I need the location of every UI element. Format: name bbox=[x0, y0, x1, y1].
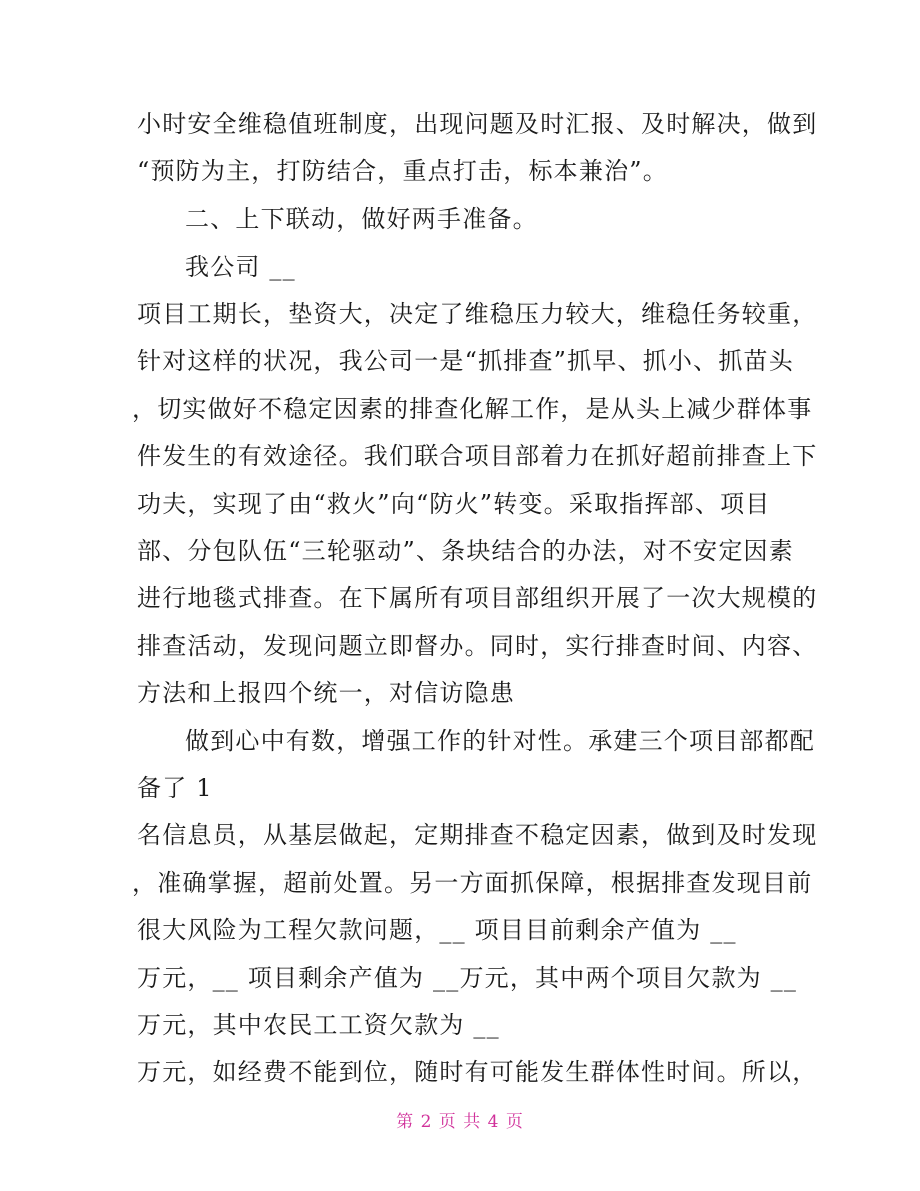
text-line-7: ，切实做好不稳定因素的排查化解工作，是从头上减少群体事 bbox=[132, 395, 813, 423]
text-line-8: 件发生的有效途径。我们联合项目部着力在抓好超前排查上下 bbox=[137, 442, 818, 470]
section-heading: 二、上下联动，做好两手准备。 bbox=[185, 205, 538, 233]
text-line-13: 方法和上报四个统一，对信访隐患 bbox=[137, 679, 515, 707]
text-line-20: 万元，其中农民工工资欠款为 __ bbox=[137, 1011, 500, 1039]
text-line-16: 名信息员，从基层做起，定期排查不稳定因素，做到及时发现 bbox=[137, 821, 818, 849]
page-number-footer: 第 2 页 共 4 页 bbox=[396, 1112, 524, 1132]
text-line-11: 进行地毯式排查。在下属所有项目部组织开展了一次大规模的 bbox=[137, 584, 818, 612]
text-line-12: 排查活动，发现问题立即督办。同时，实行排查时间、内容、 bbox=[137, 632, 818, 660]
text-line-21: 万元，如经费不能到位，随时有可能发生群体性时间。所以， bbox=[137, 1058, 818, 1086]
text-line-14: 做到心中有数，增强工作的针对性。承建三个项目部都配 bbox=[185, 727, 815, 755]
text-line-18: 很大风险为工程欠款问题，__ 项目目前剩余产值为 __ bbox=[137, 916, 737, 944]
text-line-4: 我公司 __ bbox=[185, 253, 296, 281]
text-line-9: 功夫，实现了由“救火”向“防火”转变。采取指挥部、项目 bbox=[137, 490, 771, 518]
text-line-1: 小时安全维稳值班制度，出现问题及时汇报、及时解决，做到 bbox=[137, 110, 818, 138]
text-line-2: “预防为主，打防结合，重点打击，标本兼治”。 bbox=[137, 157, 668, 185]
text-line-15: 备了 1 bbox=[137, 774, 213, 802]
text-line-17: ，准确掌握，超前处置。另一方面抓保障，根据排查发现目前 bbox=[132, 869, 813, 897]
text-line-10: 部、分包队伍“三轮驱动”、条块结合的办法，对不安定因素 bbox=[137, 537, 794, 565]
text-line-6: 针对这样的状况，我公司一是“抓排查”抓早、抓小、抓苗头 bbox=[137, 347, 794, 375]
text-line-5: 项目工期长，垫资大，决定了维稳压力较大，维稳任务较重， bbox=[137, 300, 818, 328]
text-line-19: 万元，__ 项目剩余产值为 __万元，其中两个项目欠款为 __ bbox=[137, 964, 798, 992]
